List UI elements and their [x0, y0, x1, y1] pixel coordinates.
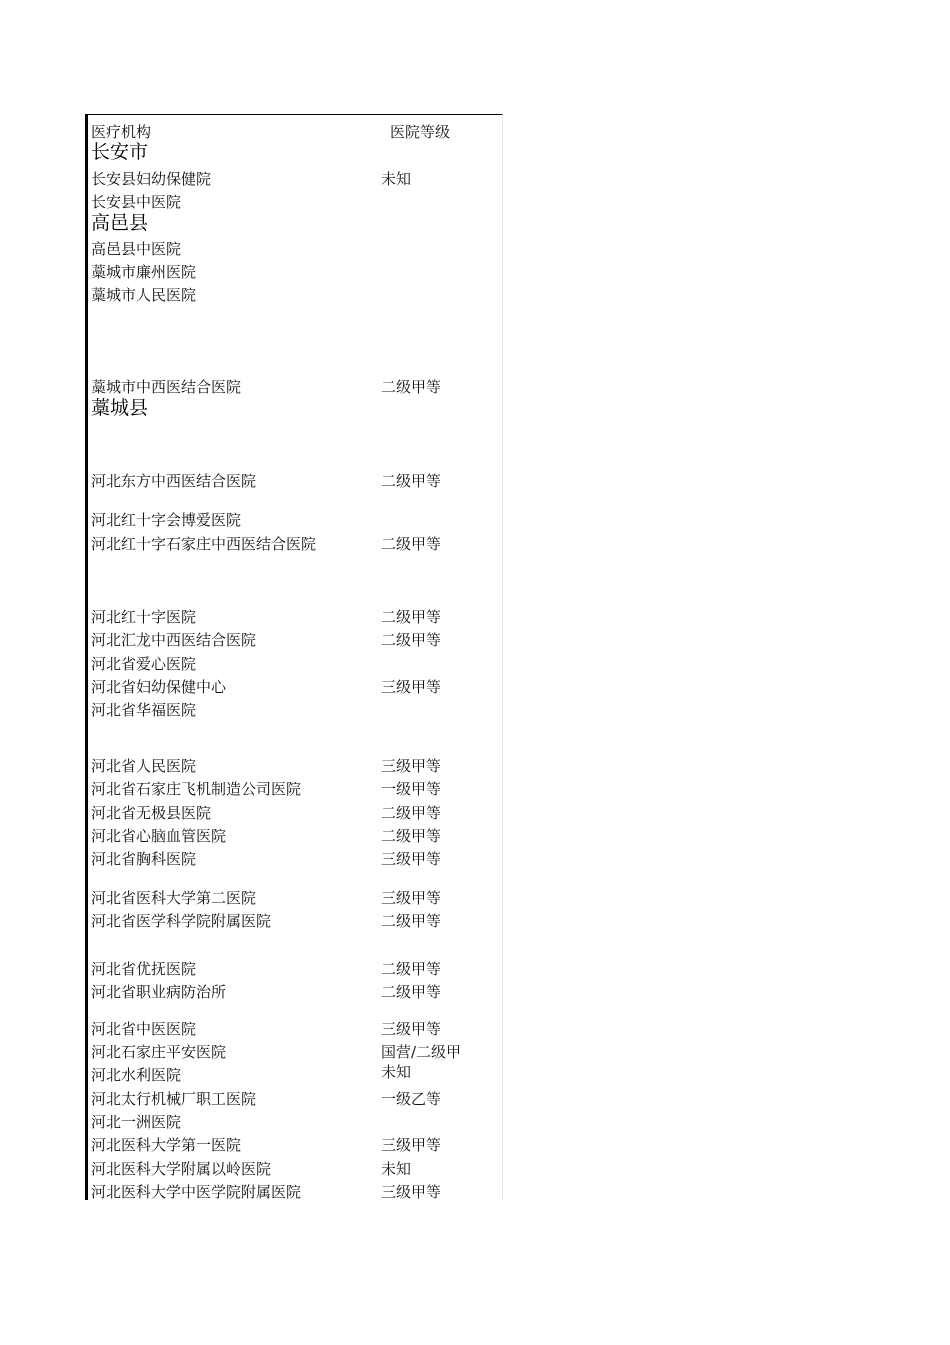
table-row-grade: 二级甲等 — [381, 827, 442, 845]
table-row-name: 河北红十字会博爱医院 — [91, 511, 242, 529]
table-row-grade: 二级甲等 — [381, 912, 442, 930]
table-row-name: 河北汇龙中西医结合医院 — [91, 631, 257, 649]
table-row-name: 河北一洲医院 — [91, 1113, 182, 1131]
table-row-grade: 一级乙等 — [381, 1090, 442, 1108]
table-row-grade: 二级甲等 — [381, 631, 442, 649]
table-row-name: 河北红十字石家庄中西医结合医院 — [91, 535, 317, 553]
table-row-grade: 三级甲等 — [381, 1020, 442, 1038]
table-row-name: 河北省医科大学第二医院 — [91, 889, 257, 907]
table-row-grade: 三级甲等 — [381, 1136, 442, 1154]
table-row-grade: 国营/二级甲 — [381, 1043, 462, 1061]
table-row-grade: 二级甲等 — [381, 804, 442, 822]
table-row-grade: 三级甲等 — [381, 850, 442, 868]
table-row-grade: 二级甲等 — [381, 960, 442, 978]
table-row-name: 河北省无极县医院 — [91, 804, 212, 822]
table-row-name: 河北水利医院 — [91, 1066, 182, 1084]
table-row-grade: 三级甲等 — [381, 1183, 442, 1201]
table-row-name: 河北省职业病防治所 — [91, 983, 227, 1001]
hospital-table — [85, 114, 503, 1200]
table-row-name: 藁城市人民医院 — [91, 286, 197, 304]
column-header-institution: 医疗机构 — [91, 123, 152, 141]
table-row-grade: 未知 — [381, 1063, 412, 1081]
table-row-grade: 未知 — [381, 170, 412, 188]
table-row-grade: 一级甲等 — [381, 780, 442, 798]
table-row-grade: 三级甲等 — [381, 757, 442, 775]
table-row-name: 河北省胸科医院 — [91, 850, 197, 868]
table-row-grade: 二级甲等 — [381, 472, 442, 490]
table-row-grade: 未知 — [381, 1160, 412, 1178]
table-row-name: 河北省心脑血管医院 — [91, 827, 227, 845]
table-row-name: 河北省爱心医院 — [91, 655, 197, 673]
table-row-grade: 三级甲等 — [381, 678, 442, 696]
table-row-name: 藁城市廉州医院 — [91, 263, 197, 281]
table-row-grade: 二级甲等 — [381, 608, 442, 626]
column-header-grade: 医院等级 — [390, 123, 451, 141]
table-row-grade: 三级甲等 — [381, 889, 442, 907]
group-heading: 高邑县 — [91, 212, 149, 234]
table-row-name: 河北医科大学中医学院附属医院 — [91, 1183, 302, 1201]
table-row-name: 高邑县中医院 — [91, 240, 182, 258]
table-row-grade: 二级甲等 — [381, 983, 442, 1001]
table-row-name: 河北东方中西医结合医院 — [91, 472, 257, 490]
table-row-name: 长安县中医院 — [91, 193, 182, 211]
table-row-name: 长安县妇幼保健院 — [91, 170, 212, 188]
table-row-name: 河北省妇幼保健中心 — [91, 678, 227, 696]
table-row-name: 河北省石家庄飞机制造公司医院 — [91, 780, 302, 798]
table-row-name: 河北省人民医院 — [91, 757, 197, 775]
table-row-name: 河北省中医医院 — [91, 1020, 197, 1038]
group-heading: 长安市 — [91, 141, 149, 163]
group-heading: 藁城县 — [91, 397, 149, 419]
table-row-name: 河北医科大学第一医院 — [91, 1136, 242, 1154]
table-row-grade: 二级甲等 — [381, 535, 442, 553]
table-row-name: 河北红十字医院 — [91, 608, 197, 626]
table-row-name: 河北太行机械厂职工医院 — [91, 1090, 257, 1108]
table-row-name: 河北省医学科学院附属医院 — [91, 912, 272, 930]
table-row-grade: 二级甲等 — [381, 378, 442, 396]
table-row-name: 河北医科大学附属以岭医院 — [91, 1160, 272, 1178]
table-row-name: 河北省优抚医院 — [91, 960, 197, 978]
table-row-name: 河北省华福医院 — [91, 701, 197, 719]
table-row-name: 河北石家庄平安医院 — [91, 1043, 227, 1061]
table-row-name: 藁城市中西医结合医院 — [91, 378, 242, 396]
